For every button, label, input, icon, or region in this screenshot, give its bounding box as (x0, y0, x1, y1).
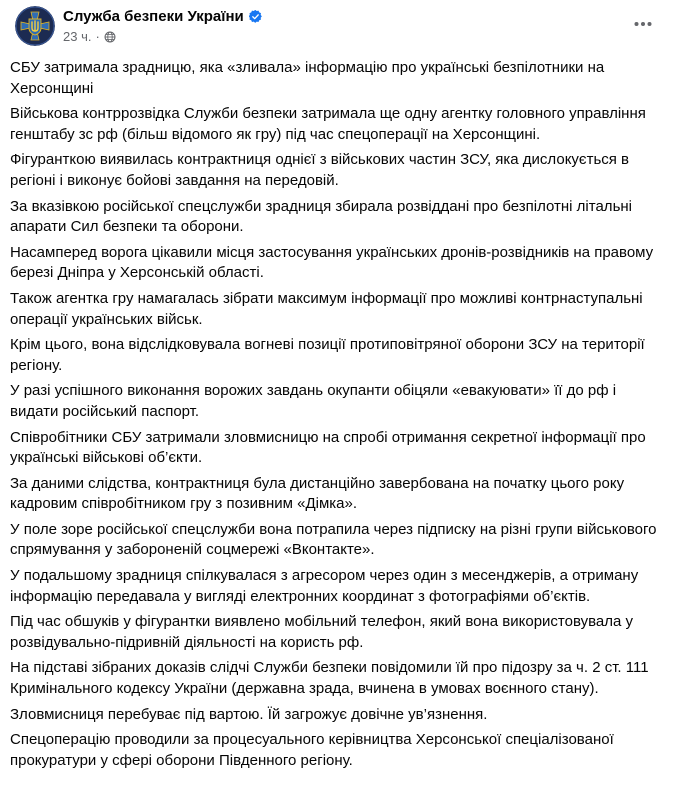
post-paragraph: У разі успішного виконання ворожих завдань окупанти обіцяли «евакуювати» її до рф і видати російський паспорт. (10, 382, 621, 420)
dot-separator: · (95, 29, 100, 44)
post-paragraph: Військова контррозвідка Служби безпеки затримала ще одну агентку головного управління генштабу зс рф (більш відомого як гру) під час спецоперації на Херсонщині. (10, 105, 651, 143)
post-paragraph: У подальшому зрадниця спілкувалася з агресором через один з месенджерів, а отриману інформацію передавала у вигляді електронних координат з фотографіями об’єктів. (10, 567, 643, 605)
post-paragraph: Спецоперацію проводили за процесуального керівництва Херсонської спеціалізованої прокуратури у сфері оборони Південного регіону. (10, 731, 618, 769)
post-paragraph: За вказівкою російської спецслужби зрадниця збирала розвіддані про безпілотні літальні апарати Сил безпеки та оборони. (10, 197, 637, 236)
post-text (0, 46, 675, 771)
post-header (0, 0, 675, 46)
post-paragraph: На підставі зібраних доказів слідчі Служби безпеки повідомили їй про підозру за ч. 2 ст. 111 Кримінального кодексу України (державна зрада, вчинена в умовах воєнного стану). (10, 659, 653, 698)
post-timestamp[interactable]: 23 ч. (63, 29, 92, 44)
post-paragraph: Також агентка гру намагалась зібрати максимум інформації про можливі контрнаступальні операції українських військ. (10, 289, 647, 328)
post-paragraph: Під час обшуків у фігурантки виявлено мобільний телефон, який вона використовувала у розвідувально-підривній діяльності на користь рф. (10, 613, 638, 651)
post-paragraph: За даними слідства, контрактниця була дистанційно завербована на початку цього року кадровим співробітником гру з позивним «Дімка». (10, 474, 629, 513)
more-options-icon (633, 14, 653, 34)
post-paragraph: Зловмисниця перебуває під вартою. Їй загрожує довічне ув’язнення. (10, 705, 488, 723)
post-paragraph: Насамперед ворога цікавили місця застосування українських дронів-розвідників на правому березі Дніпра у Херсонській області. (10, 243, 658, 282)
post-paragraph: Фігуранткою виявилась контрактниця однієї з військових частин ЗСУ, яка дислокується в регіоні і виконує бойові завдання на передовій. (10, 151, 634, 189)
post-paragraph: Крім цього, вона відслідковувала вогневі позиції протиповітряної оборони ЗСУ на території регіону. (10, 336, 649, 374)
sbu-logo-icon (15, 6, 55, 46)
post-paragraph: У поле зоре російської спецслужби вона потрапила через підписку на різні групи військового спрямування у забороненій соцмережі «Вконтакте». (10, 520, 661, 559)
page-name[interactable]: Служба безпеки України (63, 8, 244, 25)
post-paragraph: СБУ затримала зрадницю, яка «зливала» інформацію про українські безпілотники на Херсонщині (10, 59, 609, 97)
post-paragraph: Співробітники СБУ затримали зловмисницю на спробі отримання секретної інформації про українські військові об’єкти. (10, 428, 650, 467)
header-meta (63, 6, 627, 45)
more-options-button[interactable] (627, 8, 659, 40)
verified-badge-icon (249, 10, 262, 23)
avatar[interactable] (15, 6, 55, 46)
privacy-globe-icon (104, 31, 116, 43)
